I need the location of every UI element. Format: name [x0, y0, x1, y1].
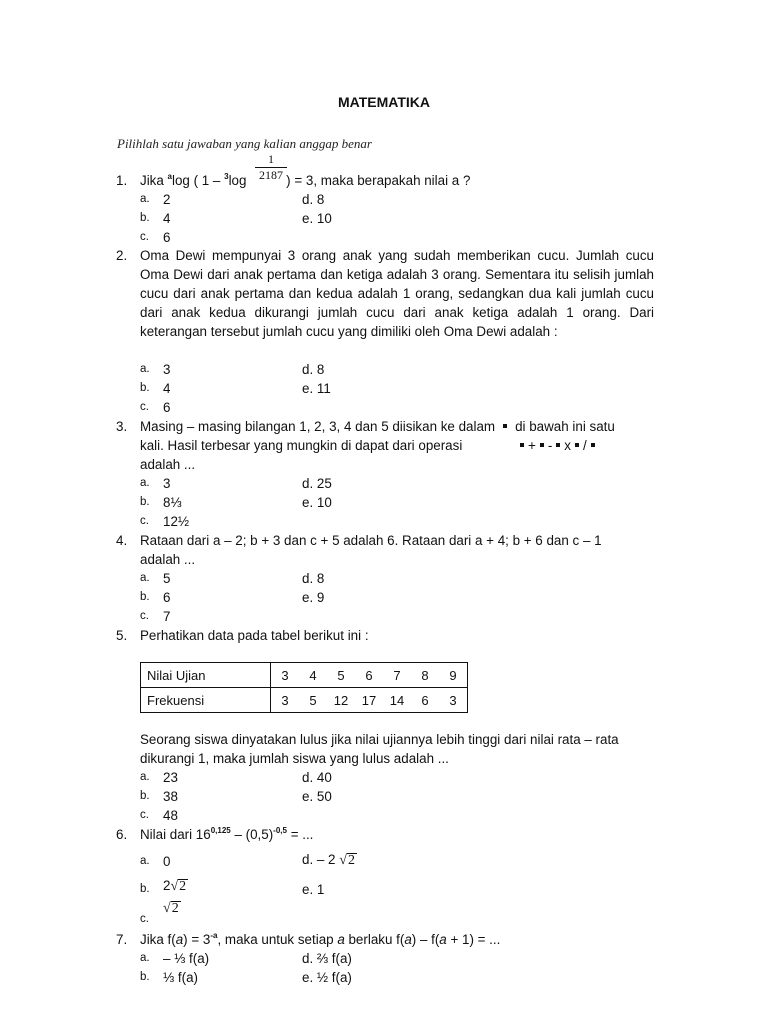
q1-option-b[interactable]: 4 [163, 211, 171, 226]
question-7-number: 7. [116, 932, 128, 947]
q7-option-e[interactable]: e. ½ f(a) [302, 970, 352, 985]
question-2-text: Oma Dewi mempunyai 3 orang anak yang sudah memberikan cucu. Jumlah cucu Oma Dewi dari anak pertama dan ketiga adalah 3 orang. Sementara itu selisih jumlah cucu dari anak pertama dan kedua adalah 1 orang, sedangkan dua kali jumlah cucu dari anak kedua dikurangi jumlah cucu dari anak ketiga adalah 1 orang. Dari keterangan tersebut jumlah cucu yang dimiliki oleh Oma Dewi adalah : [140, 248, 654, 339]
q6-option-d[interactable]: d. – 2 √2 [302, 852, 355, 868]
option-letter: b. [140, 591, 150, 603]
q7-option-d[interactable]: d. ⅔ f(a) [302, 951, 352, 966]
q3-option-d[interactable]: d. 25 [302, 476, 332, 491]
question-1-number: 1. [116, 173, 128, 188]
page-title: MATEMATIKA [337, 94, 431, 110]
question-5-after-line-2: dikurangi 1, maka jumlah siswa yang lulus adalah ... [140, 751, 449, 766]
blank-box-icon [591, 443, 595, 447]
blank-box-icon [503, 424, 507, 428]
option-letter: b. [140, 382, 150, 394]
q5-option-c[interactable]: 48 [163, 808, 178, 823]
table-cell: 5 [299, 688, 327, 713]
option-letter: c. [140, 913, 149, 925]
option-letter: c. [140, 610, 149, 622]
option-letter: a. [140, 477, 150, 489]
table-row-label: Frekuensi [141, 688, 271, 713]
q1-option-e[interactable]: e. 10 [302, 211, 332, 226]
q2-option-c[interactable]: 6 [163, 400, 171, 415]
table-cell: 4 [299, 663, 327, 688]
q2-option-b[interactable]: 4 [163, 381, 171, 396]
q5-option-a[interactable]: 23 [163, 770, 178, 785]
question-1-fraction: $\frac{1}{2187}$ [255, 152, 287, 183]
q6-option-e[interactable]: e. 1 [302, 882, 325, 897]
option-letter: c. [140, 515, 149, 527]
option-letter: a. [140, 363, 150, 375]
q6-option-a[interactable]: 0 [163, 854, 171, 869]
table-cell: 3 [271, 688, 300, 713]
q6-option-b[interactable]: 2√2 [163, 878, 187, 894]
question-3-number: 3. [116, 419, 128, 434]
blank-box-icon [575, 443, 579, 447]
blank-box-icon [520, 443, 524, 447]
q2-option-e[interactable]: e. 11 [302, 381, 331, 396]
q1-option-a[interactable]: 2 [163, 192, 171, 207]
table-cell: 12 [327, 688, 355, 713]
option-letter: a. [140, 193, 150, 205]
q5-option-b[interactable]: 38 [163, 789, 178, 804]
option-letter: b. [140, 790, 150, 802]
q5-option-e[interactable]: e. 50 [302, 789, 332, 804]
question-3-line-2: kali. Hasil terbesar yang mungkin di dapat dari operasi [140, 438, 463, 453]
question-3-line-3: adalah ... [140, 457, 196, 472]
option-letter: c. [140, 231, 149, 243]
table-cell: 14 [383, 688, 411, 713]
q2-option-d[interactable]: d. 8 [302, 362, 325, 377]
question-2-number: 2. [116, 248, 128, 263]
question-1-text: Jika $^a$log ( 1 – $^3$log ) = 3, maka berapakah nilai a ? [140, 172, 471, 188]
instruction: Pilihlah satu jawaban yang kalian anggap benar [117, 136, 372, 151]
option-letter: b. [140, 971, 150, 983]
question-5-after-line-1: Seorang siswa dinyatakan lulus jika nilai ujiannya lebih tinggi dari nilai rata – rata [140, 732, 619, 747]
q4-option-c[interactable]: 7 [163, 609, 171, 624]
table-cell: 6 [355, 663, 383, 688]
option-letter: b. [140, 883, 150, 895]
blank-box-icon [540, 443, 544, 447]
question-6-number: 6. [116, 827, 128, 842]
table-row [141, 663, 468, 688]
option-letter: c. [140, 809, 149, 821]
data-table [140, 662, 468, 713]
q3-option-b[interactable]: 8⅓ [163, 495, 182, 510]
q5-option-d[interactable]: d. 40 [302, 770, 332, 785]
table-cell: 8 [411, 663, 439, 688]
question-3-operation: + - x / [516, 436, 599, 455]
question-6-text: Nilai dari $16^{0,125} - (0,5)^{-0,5}$ = ... [140, 826, 314, 842]
table-cell: 3 [439, 688, 468, 713]
question-5-number: 5. [116, 628, 128, 643]
table-cell: 17 [355, 688, 383, 713]
q6-option-c[interactable]: √2 [163, 901, 179, 916]
q4-option-a[interactable]: 5 [163, 571, 171, 586]
table-cell: 3 [271, 663, 300, 688]
q3-option-a[interactable]: 3 [163, 476, 171, 491]
option-letter: c. [140, 401, 149, 413]
table-cell: 9 [439, 663, 468, 688]
question-3-line-1: Masing – masing bilangan 1, 2, 3, 4 dan 5 diisikan ke dalam di bawah ini satu [140, 419, 615, 434]
blank-box-icon [556, 443, 560, 447]
table-cell: 6 [411, 688, 439, 713]
q7-option-a[interactable]: – ⅓ f(a) [163, 951, 210, 966]
q2-option-a[interactable]: 3 [163, 362, 171, 377]
option-letter: a. [140, 572, 150, 584]
table-cell: 5 [327, 663, 355, 688]
q7-option-b[interactable]: ⅓ f(a) [163, 970, 198, 985]
q1-option-c[interactable]: 6 [163, 230, 171, 245]
option-letter: a. [140, 771, 150, 783]
option-letter: a. [140, 952, 150, 964]
q4-option-e[interactable]: e. 9 [302, 590, 325, 605]
q3-option-e[interactable]: e. 10 [302, 495, 332, 510]
q4-option-d[interactable]: d. 8 [302, 571, 325, 586]
question-4-line-1: Rataan dari a – 2; b + 3 dan c + 5 adalah 6. Rataan dari a + 4; b + 6 dan c – 1 [140, 533, 602, 548]
q3-option-c[interactable]: 12½ [163, 514, 190, 529]
table-row [141, 688, 468, 713]
question-5-text: Perhatikan data pada tabel berikut ini : [140, 628, 369, 643]
q4-option-b[interactable]: 6 [163, 590, 171, 605]
table-row-label: Nilai Ujian [141, 663, 271, 688]
q1-option-d[interactable]: d. 8 [302, 192, 325, 207]
question-7-text: Jika $f(a) = 3^{-a}$, maka untuk setiap a berlaku f(a) – f(a + 1) = ... [140, 931, 501, 947]
option-letter: b. [140, 496, 150, 508]
option-letter: b. [140, 212, 150, 224]
table-cell: 7 [383, 663, 411, 688]
option-letter: a. [140, 855, 150, 867]
question-4-line-2: adalah ... [140, 552, 196, 567]
question-4-number: 4. [116, 533, 128, 548]
